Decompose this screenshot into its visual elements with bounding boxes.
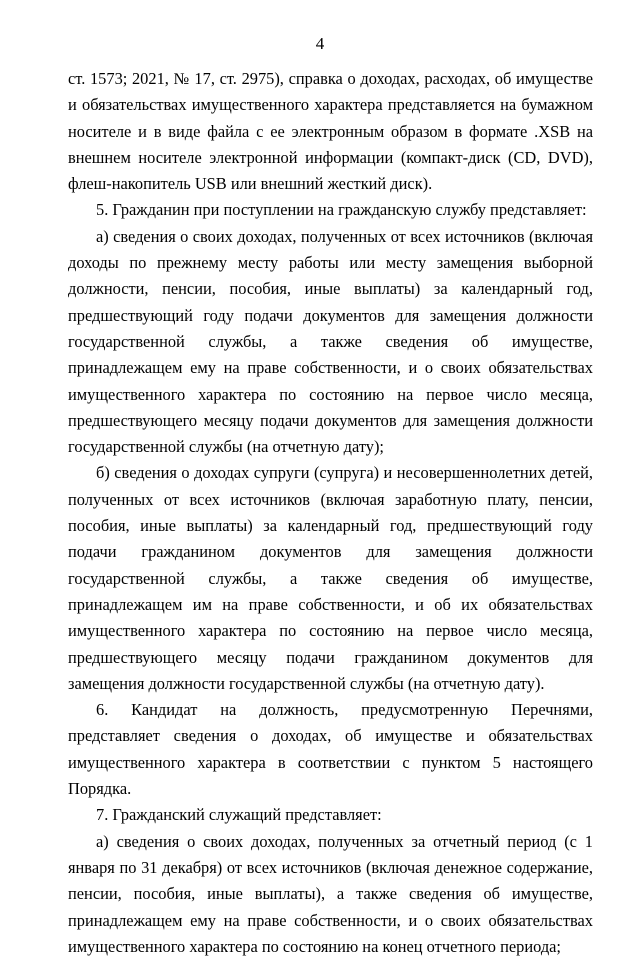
paragraph-item-5: 5. Гражданин при поступлении на гражданскую службу представляет: — [96, 200, 587, 220]
paragraph-item-5b: б) сведения о доходах супруги (супруга) и несовершеннолетних детей, полученных от всех источников (включая заработную плату, пенсии, пособия, иные выплаты) за календарный год, предшествующий году подачи гражданином документов для замещения должности государственной службы, а также сведения об имуществе, принадлежащем им на праве собственности, и об их обязательствах имущественного характера по состоянию на первое число месяца, предшествующего месяцу подачи гражданином документов для замещения должности государственной службы (на отчетную дату). — [68, 463, 593, 693]
page-number: 4 — [315, 34, 325, 53]
document-body — [68, 66, 593, 960]
paragraph-item-7a: а) сведения о своих доходах, полученных за отчетный период (с 1 января по 31 декабря) от всех источников (включая денежное содержание, пенсии, пособия, иные выплаты), а также сведения об имуществе, принадлежащем ему на праве собственности, и о своих обязательствах имущественного характера по состоянию на конец отчетного периода; — [68, 831, 593, 956]
paragraph-item-6: 6. Кандидат на должность, предусмотренную Перечнями, представляет сведения о доходах, об имуществе и обязательствах имущественного характера в соответствии с пунктом 5 настоящего Порядка. — [68, 700, 593, 799]
paragraph-continuation: ст. 1573; 2021, № 17, ст. 2975), справка о доходах, расходах, об имуществе и обязательствах имущественного характера представляется на бумажном носителе и в виде файла с ее электронным образом в формате .XSB на внешнем носителе электронной информации (компакт-диск (CD, DVD), флеш-накопитель USB или внешний жесткий диск). — [68, 69, 593, 194]
paragraph-item-5a: а) сведения о своих доходах, полученных от всех источников (включая доходы по прежнему месту работы или месту замещения выборной должности, пенсии, пособия, иные выплаты) за календарный год, предшествующий году подачи документов для замещения должности государственной службы, а также сведения об имуществе, принадлежащем ему на праве собственности, и о своих обязательствах имущественного характера по состоянию на первое число месяца, предшествующего месяцу подачи документов для замещения должности государственной службы (на отчетную дату); — [68, 226, 593, 457]
paragraph-item-7: 7. Гражданский служащий представляет: — [96, 805, 382, 825]
